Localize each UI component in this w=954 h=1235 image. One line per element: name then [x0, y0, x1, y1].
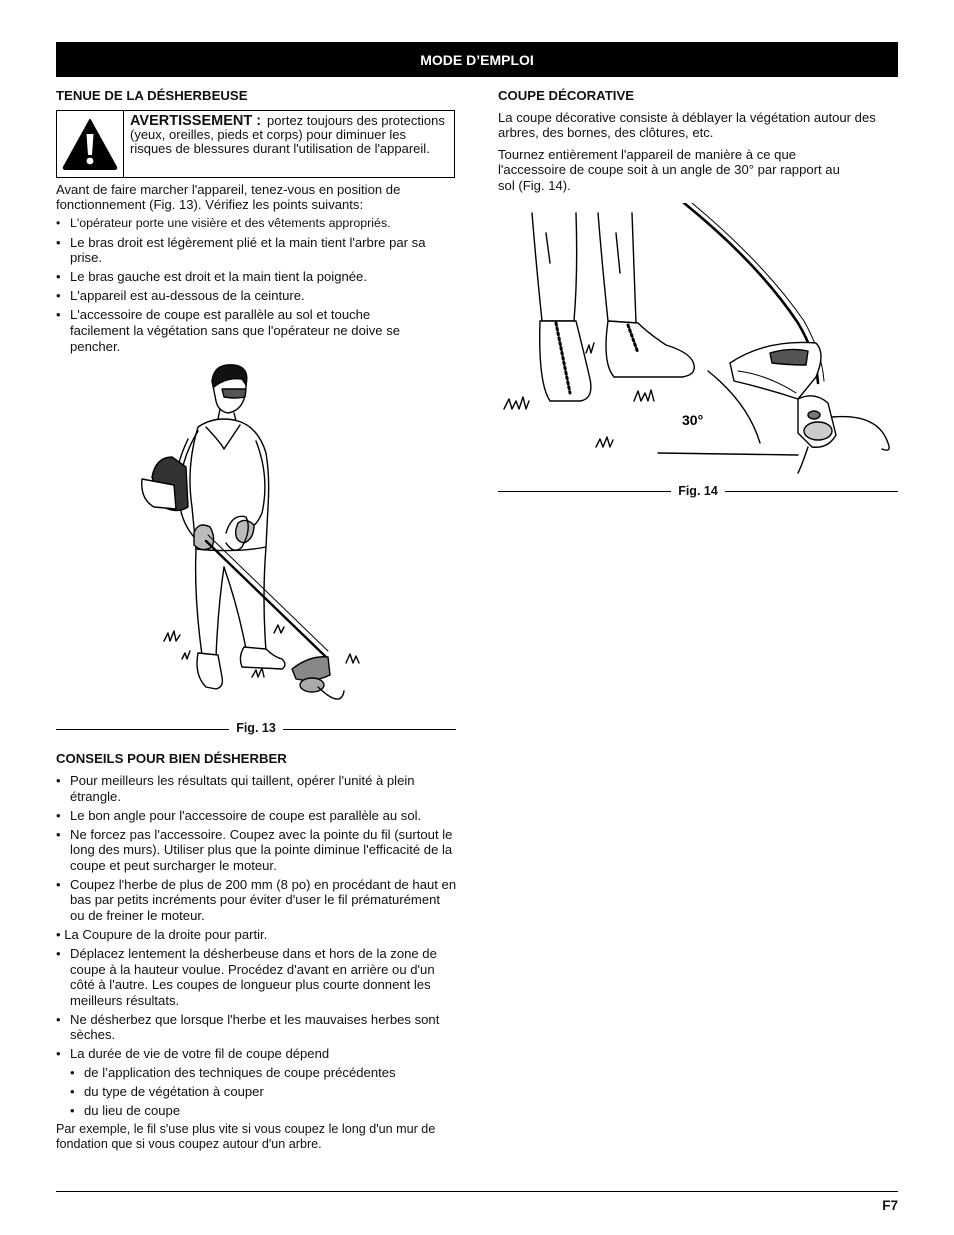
warning-text: portez toujours des protections (yeux, oreilles, pieds et corps) pour diminuer les risques de blessures durant l'utilisation de l'appareil. — [130, 112, 445, 156]
warning-triangle-icon — [61, 117, 119, 171]
list-item: • L'accessoire de coupe est parallèle au sol et touche facilement la végétation sans que l'opérateur ne doive se pencher. — [56, 307, 458, 354]
list-item: • Ne forcez pas l'accessoire. Coupez avec la pointe du fil (surtout le long des murs). Utiliser plus que la pointe diminue l'efficacité de la coupe et peut surcharger le moteur. — [56, 827, 458, 874]
list-item: • Le bon angle pour l'accessoire de coupe est parallèle au sol. — [56, 808, 458, 824]
list-item: • de l’application des techniques de coupe précédentes — [56, 1065, 458, 1081]
decorative-paragraph-2: Tournez entièrement l'appareil de manière à ce que l'accessoire de coupe soit à un angle de 30° par rapport au sol (Fig. 14). — [498, 146, 840, 193]
warning-text-block — [124, 111, 454, 177]
warning-title: AVERTISSEMENT : — [130, 112, 262, 129]
section-header — [56, 42, 898, 77]
fig13-label: Fig. 13 — [236, 721, 276, 736]
decorative-cut-illustration — [498, 203, 898, 493]
checklist — [56, 216, 458, 354]
figure-14 — [498, 197, 898, 497]
tips-list — [56, 773, 458, 1062]
list-item: • du lieu de coupe — [56, 1103, 458, 1119]
outro-paragraph: Par exemple, le fil s'use plus vite si vous coupez le long d'un mur de fondation que si vous coupez autour d'un arbre. — [56, 1122, 436, 1152]
operator-illustration — [56, 357, 458, 729]
decorative-paragraph-1: La coupe décorative consiste à déblayer la végétation autour des arbres, des bornes, des clôtures, etc. — [498, 109, 876, 141]
warning-icon-cell — [57, 111, 124, 177]
list-item: • L'opérateur porte une visière et des vêtements appropriés. — [56, 216, 458, 232]
right-column — [498, 88, 898, 497]
list-item: • Déplacez lentement la désherbeuse dans et hors de la zone de coupe à la hauteur voulue. Procédez d'avant en arrière ou d'un côté à l'autre. Les coupes de longueur plus courte donnent les meilleurs résultats. — [56, 946, 458, 1008]
fig14-label: Fig. 14 — [678, 483, 718, 498]
list-item: • La Coupure de la droite pour partir. — [56, 926, 268, 942]
list-item: • La durée de vie de votre fil de coupe dépend — [56, 1046, 458, 1062]
list-item: • Pour meilleurs les résultats qui taillent, opérer l'unité à plein étrangle. — [56, 773, 458, 804]
list-item: • Ne désherbez que lorsque l'herbe et les mauvaises herbes sont sèches. — [56, 1012, 458, 1043]
list-item: • Le bras droit est légèrement plié et la main tient l'arbre par sa prise. — [56, 235, 458, 266]
list-item: • Le bras gauche est droit et la main tient la poignée. — [56, 269, 458, 285]
section-title-tips: CONSEILS POUR BIEN DÉSHERBER — [56, 751, 287, 767]
page-number: F7 — [882, 1198, 898, 1213]
section-title-holding: TENUE DE LA DÉSHERBEUSE — [56, 88, 248, 103]
section-title-decorative: COUPE DÉCORATIVE — [498, 88, 635, 103]
warning-box — [56, 110, 455, 178]
list-item: • L'appareil est au-dessous de la ceinture. — [56, 288, 458, 304]
intro-paragraph: Avant de faire marcher l'appareil, tenez-vous en position de fonctionnement (Fig. 13). Vérifiez les points suivants: — [56, 181, 401, 213]
section-header-title: MODE D’EMPLOI — [420, 51, 534, 68]
list-item: • Coupez l'herbe de plus de 200 mm (8 po) en procédant de haut en bas par petits incréments pour éviter d'user le fil prématurément ou de freiner le moteur. — [56, 877, 458, 924]
figure-13-caption — [56, 721, 456, 737]
list-item: • du type de végétation à couper — [56, 1084, 458, 1100]
figure-14-caption — [498, 484, 898, 500]
left-column — [56, 88, 458, 1155]
sub-list — [56, 1065, 458, 1119]
figure-13 — [56, 357, 458, 736]
angle-label: 30° — [682, 411, 704, 428]
footer-rule — [56, 1191, 898, 1192]
